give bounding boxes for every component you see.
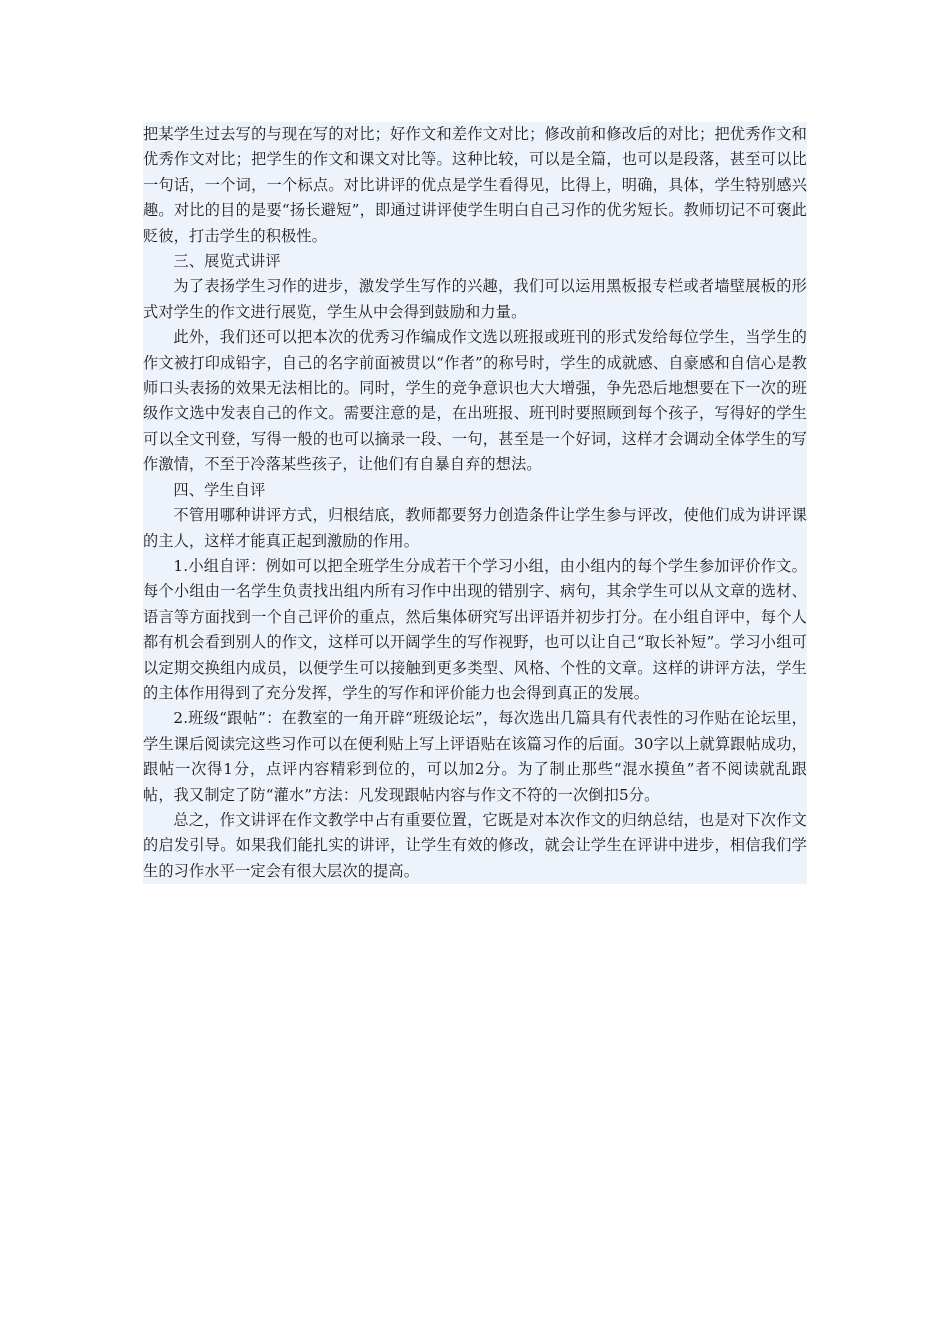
paragraph-class-anthology: 此外，我们还可以把本次的优秀习作编成作文选以班报或班刊的形式发给每位学生，当学生的作文被打印成铅字，自己的名字前面被贯以“作者”的称号时，学生的成就感、自豪感和自信心是教师口头表扬的效果无法相比的。同时，学生的竞争意识也大大增强，争先恐后地想要在下一次的班级作文选中发表自己的作文。需要注意的是，在出班报、班刊时要照顾到每个孩子，写得好的学生可以全文刊登，写得一般的也可以摘录一段、一句，甚至是一个好词，这样才会调动全体学生的写作激情，不至于冷落某些孩子，让他们有自暴自弃的想法。 (143, 328, 807, 474)
paragraph-conclusion: 总之，作文讲评在作文教学中占有重要位置，它既是对本次作文的归纳总结，也是对下次作文的启发引导。如果我们能扎实的讲评，让学生有效的修改，就会让学生在评讲中进步，相信我们学生的习作水平一定会有很大层次的提高。 (143, 810, 807, 880)
section-heading-self-review: 四、学生自评 (173, 480, 266, 499)
section-heading-exhibition-review: 三、展览式讲评 (173, 252, 281, 271)
paragraph-self-review-intro: 不管用哪种讲评方式，归根结底，教师都要努力创造条件让学生参与评改，使他们成为讲评课的主人，这样才能真正起到激励的作用。 (143, 506, 807, 550)
paragraph-exhibition-intro: 为了表扬学生习作的进步，激发学生写作的兴趣，我们可以运用黑板报专栏或者墙壁展板的形式对学生的作文进行展览，学生从中会得到鼓励和力量。 (143, 277, 807, 321)
paragraph-class-forum: 2.班级“跟帖”：在教室的一角开辟“班级论坛”，每次选出几篇具有代表性的习作贴在论坛里，学生课后阅读完这些习作可以在便利贴上写上评语贴在该篇习作的后面。30字以上就算跟帖成功，跟帖一次得1分，点评内容精彩到位的，可以加2分。为了制止那些“混水摸鱼”者不阅读就乱跟帖，我又制定了防“灌水”方法：凡发现跟帖内容与作文不符的一次倒扣5分。 (143, 709, 807, 804)
paragraph-group-review: 1.小组自评：例如可以把全班学生分成若干个学习小组，由小组内的每个学生参加评价作文。每个小组由一名学生负责找出组内所有习作中出现的错别字、病句，其余学生可以从文章的选材、语言等方面找到一个自己评价的重点，然后集体研究写出评语并初步打分。在小组自评中，每个人都有机会看到别人的作文，这样可以开阔学生的写作视野，也可以让自己“取长补短”。学习小组可以定期交换组内成员，以便学生可以接触到更多类型、风格、个性的文章。这样的讲评方法，学生的主体作用得到了充分发挥，学生的写作和评价能力也会得到真正的发展。 (143, 556, 807, 702)
paragraph-contrast-review: 把某学生过去写的与现在写的对比；好作文和差作文对比；修改前和修改后的对比；把优秀作文和优秀作文对比；把学生的作文和课文对比等。这种比较，可以是全篇，也可以是段落，甚至可以比一句话，一个词，一个标点。对比讲评的优点是学生看得见，比得上，明确，具体，学生特别感兴趣。对比的目的是要“扬长避短”，即通过讲评使学生明白自己习作的优劣短长。教师切记不可褒此贬彼，打击学生的积极性。 (143, 125, 807, 245)
article-body (143, 122, 807, 884)
